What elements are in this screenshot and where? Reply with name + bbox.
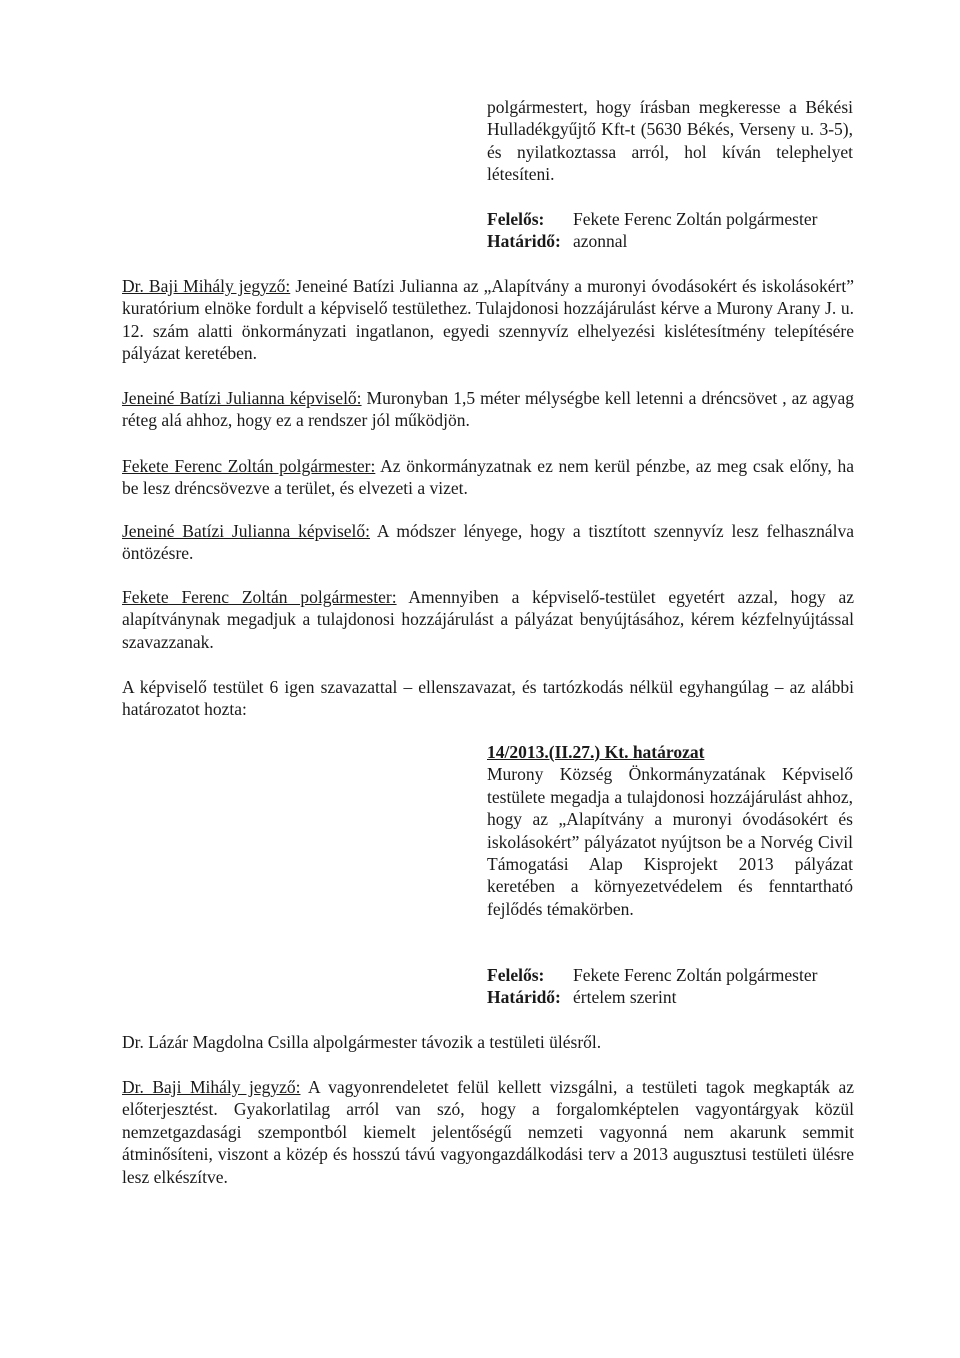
speaker-name: Fekete Ferenc Zoltán polgármester: xyxy=(122,587,397,607)
paragraph-representative-1 xyxy=(122,387,854,432)
paragraph-representative-2 xyxy=(122,520,854,565)
responsible-block-2 xyxy=(487,964,867,1009)
speech-text: A vagyonrendeletet felül kellett vizsgálni, a testületi tagok megkapták az előterjesztést. Gyakorlatilag arról van szó, hogy a forgalomképtelen vagyontárgyak közül nemzetgazdasági szempontból kiemelt jelentőségű nemzeti vagyonná nem akarunk semmit átminősíteni, viszont a közép és hosszú távú vagyongazdálkodási terv a 2013 augusztusi testületi ülésre lesz elkészítve. xyxy=(122,1077,854,1187)
responsible-row xyxy=(487,964,867,986)
speech-text: Jeneiné Batízi Julianna az „Alapítvány a muronyi óvodásokért és iskolásokért” kuratórium elnöke fordult a képviselő testülethez. Tulajdonosi hozzájárulást kérve a Murony Arany J. u. 12. szám alatti önkormányzati ingatlanon, egyedi szennyvíz elhelyezési kislétesítmény telepítésére pályázat keretében. xyxy=(122,276,854,364)
speaker-name: Fekete Ferenc Zoltán polgármester: xyxy=(122,456,376,476)
paragraph-mayor-2 xyxy=(122,586,854,653)
responsible-row xyxy=(487,208,867,230)
speaker-name: Jeneiné Batízi Julianna képviselő: xyxy=(122,521,370,541)
deadline-row xyxy=(487,986,867,1008)
deadline-row xyxy=(487,230,867,252)
intro-paragraph xyxy=(487,96,853,186)
leave-text: Dr. Lázár Magdolna Csilla alpolgármester távozik a testületi ülésről. xyxy=(122,1032,602,1052)
speech-text: A módszer lényege, hogy a tisztított szennyvíz lesz felhasználva öntözésre. xyxy=(122,521,854,564)
resolution-title: 14/2013.(II.27.) Kt. határozat xyxy=(487,742,705,762)
speaker-name: Dr. Baji Mihály jegyző: xyxy=(122,1077,301,1097)
vote-text: A képviselő testület 6 igen szavazattal – ellenszavazat, és tartózkodás nélkül egyhangúlag – az alábbi határozatot hozta: xyxy=(122,677,854,720)
deadline-label: Határidő: xyxy=(487,231,561,252)
deadline-value: azonnal xyxy=(573,231,628,252)
paragraph-mayor-1 xyxy=(122,455,854,500)
responsible-value: Fekete Ferenc Zoltán polgármester xyxy=(573,965,818,985)
speaker-name: Dr. Baji Mihály jegyző: xyxy=(122,276,291,296)
responsible-block-1 xyxy=(487,208,867,253)
responsible-label: Felelős: xyxy=(487,965,545,985)
deadline-label: Határidő: xyxy=(487,987,561,1008)
resolution-text: Murony Község Önkormányzatának Képviselő testülete megadja a tulajdonosi hozzájárulást ahhoz, hogy az „Alapítvány a muronyi óvodásokért és iskolásokért” pályázatot nyújtson be a Norvég Civil Támogatási Alap Kisprojekt 2013 pályázat keretében a környezetvédelem és fenntartható fejlődés témakörben. xyxy=(487,764,853,919)
responsible-value: Fekete Ferenc Zoltán polgármester xyxy=(573,209,818,229)
responsible-label: Felelős: xyxy=(487,209,545,229)
speech-text: Muronyban 1,5 méter mélységbe kell letenni a dréncsövet , az agyag réteg alá ahhoz, hogy ez a rendszer jól működjön. xyxy=(122,388,854,431)
resolution-block xyxy=(487,741,853,920)
paragraph-notary-2 xyxy=(122,1076,854,1188)
speech-text: Az önkormányzatnak ez nem kerül pénzbe, az meg csak előny, ha be lesz dréncsövezve a terület, és elvezeti a vizet. xyxy=(122,456,854,499)
deadline-value: értelem szerint xyxy=(573,987,677,1008)
speaker-name: Jeneiné Batízi Julianna képviselő: xyxy=(122,388,362,408)
paragraph-notary-1 xyxy=(122,275,854,365)
vice-mayor-leaves xyxy=(122,1031,854,1053)
speech-text: Amennyiben a képviselő-testület egyetért azzal, hogy az alapítványnak megadjuk a tulajdonosi hozzájárulást a pályázat benyújtásához, kérem kézfelnyújtással szavazzanak. xyxy=(122,587,854,652)
intro-text: polgármestert, hogy írásban megkeresse a Békési Hulladékgyűjtő Kft-t (5630 Békés, Verseny u. 3-5), és nyilatkoztassa arról, hol kíván telephelyet létesíteni. xyxy=(487,97,853,185)
vote-paragraph xyxy=(122,676,854,721)
